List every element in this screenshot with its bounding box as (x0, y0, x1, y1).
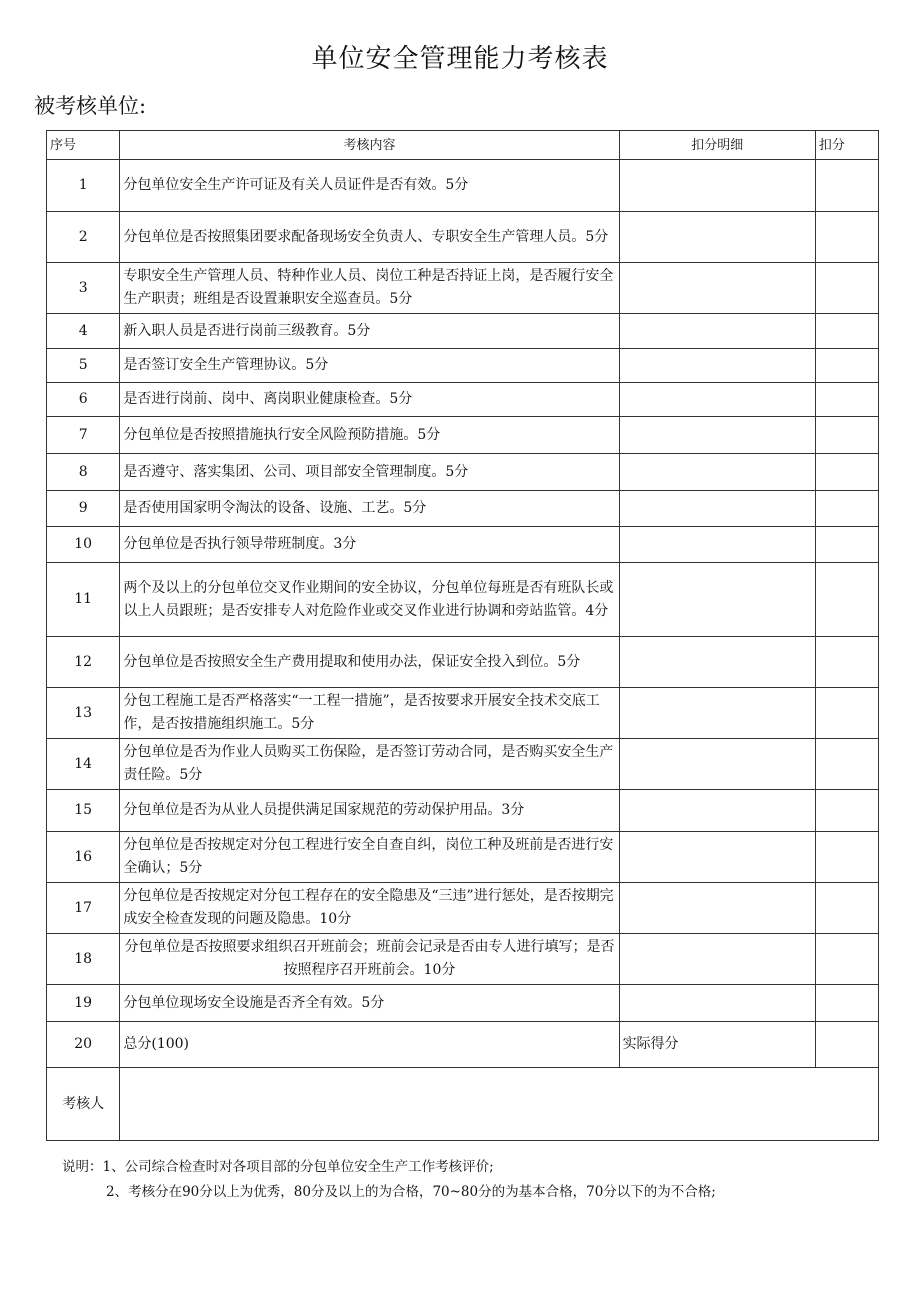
deduction-detail-cell[interactable] (619, 985, 815, 1022)
page-title: 单位安全管理能力考核表 (311, 44, 609, 74)
table-row (47, 383, 879, 417)
header-no: 序号 (47, 131, 120, 160)
row-content: 分包单位是否按照集团要求配备现场安全负责人、专职安全生产管理人员。5分 (120, 212, 619, 263)
deduction-cell[interactable] (815, 491, 878, 527)
deduction-detail-cell[interactable] (619, 491, 815, 527)
row-number: 9 (47, 491, 120, 527)
header-deduction-detail: 扣分明细 (619, 131, 815, 160)
deduction-detail-cell[interactable] (619, 790, 815, 832)
row-content: 分包单位是否为从业人员提供满足国家规范的劳动保护用品。3分 (120, 790, 619, 832)
deduction-detail-cell[interactable] (619, 883, 815, 934)
row-content: 分包单位是否按照措施执行安全风险预防措施。5分 (120, 417, 619, 454)
deduction-cell[interactable] (815, 160, 878, 212)
deduction-cell[interactable] (815, 417, 878, 454)
inspector-signature-cell[interactable] (120, 1068, 879, 1141)
deduction-detail-cell[interactable] (619, 417, 815, 454)
row-number: 11 (47, 563, 120, 637)
deduction-detail-cell[interactable] (619, 739, 815, 790)
row-content: 专职安全生产管理人员、特种作业人员、岗位工种是否持证上岗，是否履行安全生产职责；班组是否设置兼职安全巡查员。5分 (120, 263, 619, 314)
deduction-cell[interactable] (815, 637, 878, 688)
row-number: 3 (47, 263, 120, 314)
deduction-cell[interactable] (815, 790, 878, 832)
deduction-detail-cell[interactable] (619, 832, 815, 883)
deduction-cell[interactable] (815, 527, 878, 563)
assessed-unit-label: 被考核单位: (34, 94, 147, 118)
row-content: 是否进行岗前、岗中、离岗职业健康检查。5分 (120, 383, 619, 417)
table-row (47, 790, 879, 832)
row-number: 17 (47, 883, 120, 934)
row-number: 18 (47, 934, 120, 985)
total-row (47, 1022, 879, 1068)
table-row (47, 212, 879, 263)
table-row (47, 417, 879, 454)
row-number: 5 (47, 349, 120, 383)
table-row (47, 832, 879, 883)
table-row (47, 934, 879, 985)
row-number: 14 (47, 739, 120, 790)
deduction-detail-cell[interactable] (619, 349, 815, 383)
row-content: 分包单位是否按照安全生产费用提取和使用办法，保证安全投入到位。5分 (120, 637, 619, 688)
table-row (47, 563, 879, 637)
row-content: 分包单位是否按照要求组织召开班前会；班前会记录是否由专人进行填写；是否按照程序召开班前会。10分 (120, 934, 619, 985)
header-content: 考核内容 (120, 131, 619, 160)
deduction-cell[interactable] (815, 563, 878, 637)
table-row (47, 263, 879, 314)
row-content: 新入职人员是否进行岗前三级教育。5分 (120, 314, 619, 349)
deduction-detail-cell[interactable] (619, 527, 815, 563)
row-content: 分包工程施工是否严格落实“一工程一措施”，是否按要求开展安全技术交底工作，是否按措施组织施工。5分 (120, 688, 619, 739)
assessment-table (46, 130, 879, 1141)
row-number: 16 (47, 832, 120, 883)
row-number: 2 (47, 212, 120, 263)
row-content: 分包单位是否执行领导带班制度。3分 (120, 527, 619, 563)
actual-score-label: 实际得分 (619, 1022, 815, 1068)
table-row (47, 739, 879, 790)
deduction-cell[interactable] (815, 263, 878, 314)
note-2: 2、考核分在90分以上为优秀，80分及以上的为合格，70~80分的为基本合格，70分以下的为不合格; (106, 1184, 716, 1200)
deduction-cell[interactable] (815, 349, 878, 383)
row-content: 是否使用国家明令淘汰的设备、设施、工艺。5分 (120, 491, 619, 527)
deduction-detail-cell[interactable] (619, 314, 815, 349)
row-number: 4 (47, 314, 120, 349)
table-row (47, 491, 879, 527)
deduction-cell[interactable] (815, 454, 878, 491)
inspector-label: 考核人 (47, 1068, 120, 1141)
table-row (47, 688, 879, 739)
row-number: 10 (47, 527, 120, 563)
table-row (47, 883, 879, 934)
row-content: 两个及以上的分包单位交叉作业期间的安全协议，分包单位每班是否有班队长或以上人员跟班；是否安排专人对危险作业或交叉作业进行协调和旁站监管。4分 (120, 563, 619, 637)
table-row (47, 527, 879, 563)
table-row (47, 985, 879, 1022)
deduction-detail-cell[interactable] (619, 263, 815, 314)
row-number: 1 (47, 160, 120, 212)
row-content: 分包单位安全生产许可证及有关人员证件是否有效。5分 (120, 160, 619, 212)
row-content: 分包单位是否为作业人员购买工伤保险，是否签订劳动合同，是否购买安全生产责任险。5分 (120, 739, 619, 790)
total-score-label: 总分(100) (120, 1022, 619, 1068)
deduction-detail-cell[interactable] (619, 454, 815, 491)
notes (62, 1155, 716, 1205)
deduction-detail-cell[interactable] (619, 934, 815, 985)
row-number: 13 (47, 688, 120, 739)
actual-score-cell[interactable] (815, 1022, 878, 1068)
deduction-detail-cell[interactable] (619, 383, 815, 417)
row-content: 是否遵守、落实集团、公司、项目部安全管理制度。5分 (120, 454, 619, 491)
header-deduction: 扣分 (815, 131, 878, 160)
deduction-detail-cell[interactable] (619, 637, 815, 688)
note-1: 说明：1、公司综合检查时对各项目部的分包单位安全生产工作考核评价; (62, 1159, 494, 1175)
deduction-cell[interactable] (815, 883, 878, 934)
deduction-detail-cell[interactable] (619, 688, 815, 739)
row-content: 是否签订安全生产管理协议。5分 (120, 349, 619, 383)
row-content: 分包单位现场安全设施是否齐全有效。5分 (120, 985, 619, 1022)
row-number: 19 (47, 985, 120, 1022)
table-row (47, 454, 879, 491)
table-row (47, 314, 879, 349)
inspector-row (47, 1068, 879, 1141)
row-content: 分包单位是否按规定对分包工程存在的安全隐患及“三违”进行惩处，是否按期完成安全检查发现的问题及隐患。10分 (120, 883, 619, 934)
row-content: 分包单位是否按规定对分包工程进行安全自查自纠，岗位工种及班前是否进行安全确认；5分 (120, 832, 619, 883)
deduction-detail-cell[interactable] (619, 160, 815, 212)
deduction-cell[interactable] (815, 985, 878, 1022)
row-number: 6 (47, 383, 120, 417)
deduction-cell[interactable] (815, 688, 878, 739)
deduction-cell[interactable] (815, 314, 878, 349)
deduction-cell[interactable] (815, 383, 878, 417)
deduction-cell[interactable] (815, 739, 878, 790)
deduction-cell[interactable] (815, 832, 878, 883)
deduction-cell[interactable] (815, 212, 878, 263)
table-row (47, 349, 879, 383)
table-header-row (47, 131, 879, 160)
deduction-detail-cell[interactable] (619, 563, 815, 637)
row-number: 7 (47, 417, 120, 454)
row-number: 8 (47, 454, 120, 491)
deduction-detail-cell[interactable] (619, 212, 815, 263)
row-number: 20 (47, 1022, 120, 1068)
row-number: 15 (47, 790, 120, 832)
row-number: 12 (47, 637, 120, 688)
deduction-cell[interactable] (815, 934, 878, 985)
table-row (47, 160, 879, 212)
table-row (47, 637, 879, 688)
